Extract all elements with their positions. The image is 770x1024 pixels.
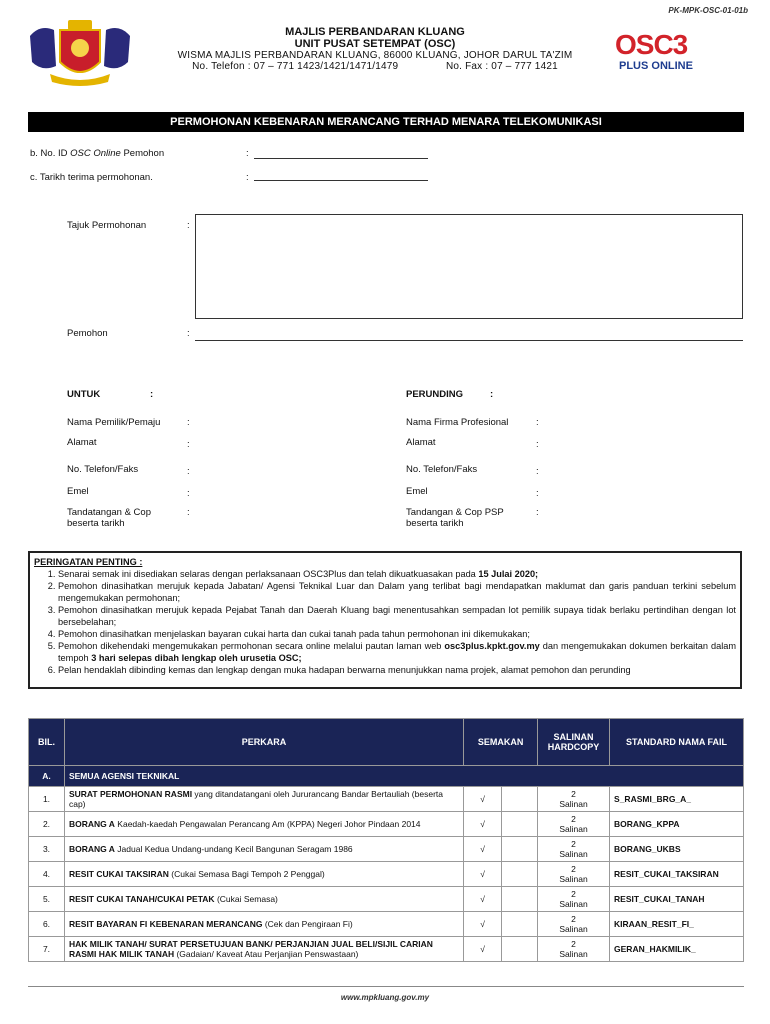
section-bil: A. — [29, 766, 65, 787]
osc-id-colon: : — [246, 148, 249, 159]
unit-name: UNIT PUSAT SETEMPAT (OSC) — [294, 38, 456, 50]
untuk-colon: : — [187, 507, 190, 518]
tajuk-colon: : — [187, 220, 190, 231]
row-perkara: RESIT BAYARAN FI KEBENARAN MERANCANG (Cek dan Pengiraan Fi) — [64, 912, 463, 937]
footer-divider — [28, 986, 744, 987]
header-semakan: SEMAKAN — [464, 719, 538, 766]
untuk-colon: : — [187, 488, 190, 499]
untuk-item: Nama Pemilik/Pemaju — [67, 417, 161, 428]
pemohon-colon: : — [187, 328, 190, 339]
header-perkara: PERKARA — [64, 719, 463, 766]
form-title: PERMOHONAN KEBENARAN MERANCANG TERHAD MENARA TELEKOMUNIKASI — [28, 112, 744, 132]
row-copies: 2 Salinan — [538, 937, 610, 962]
row-bil: 2. — [29, 812, 65, 837]
important-notes — [28, 551, 742, 689]
perunding-colon: : — [536, 417, 539, 428]
row-perkara: BORANG A Kaedah-kaedah Pengawalan Perancang Am (KPPA) Negeri Johor Pindaan 2014 — [64, 812, 463, 837]
pemohon-label: Pemohon — [67, 328, 108, 339]
receive-date-label: c. Tarikh terima permohonan. — [30, 172, 153, 183]
header-bil: BIL. — [29, 719, 65, 766]
row-check-box[interactable] — [502, 912, 538, 937]
perunding-item: Emel — [406, 486, 428, 497]
header-standard-nama-fail: STANDARD NAMA FAIL — [610, 719, 744, 766]
perunding-item: No. Telefon/Faks — [406, 464, 478, 475]
row-check-box[interactable] — [502, 862, 538, 887]
perunding-colon: : — [536, 439, 539, 450]
untuk-item: Alamat — [67, 437, 97, 448]
row-check-box[interactable] — [502, 887, 538, 912]
table-row — [29, 812, 744, 837]
row-file-name: BORANG_UKBS — [610, 837, 744, 862]
row-file-name: S_RASMI_BRG_A_ — [610, 787, 744, 812]
row-perkara: SURAT PERMOHONAN RASMI yang ditandatangani oleh Jururancang Bandar Bertauliah (beserta cap) — [64, 787, 463, 812]
notes-heading: PERINGATAN PENTING : — [34, 557, 143, 567]
osc3-logo-subtext: PLUS ONLINE — [619, 60, 693, 72]
untuk-item: No. Telefon/Faks — [67, 464, 139, 475]
row-check-mark: √ — [464, 887, 502, 912]
row-file-name: KIRAAN_RESIT_FI_ — [610, 912, 744, 937]
row-check-mark: √ — [464, 787, 502, 812]
table-header-row — [29, 719, 744, 766]
header-salinan: SALINAN HARDCOPY — [538, 719, 610, 766]
row-copies: 2 Salinan — [538, 912, 610, 937]
row-bil: 7. — [29, 937, 65, 962]
tajuk-label: Tajuk Permohonan — [67, 220, 147, 231]
table-row — [29, 837, 744, 862]
note-item: 5. Pemohon dikehendaki mengemukakan permohonan secara online melalui pautan laman web osc3plus.kpkt.gov.my dan mengemukakan dokumen berkaitan dalam tempoh 3 hari selepas dibah lengkap oleh urusetia OSC; — [58, 640, 736, 664]
row-copies: 2 Salinan — [538, 862, 610, 887]
untuk-item: Emel — [67, 486, 89, 497]
untuk-colon: : — [187, 466, 190, 477]
perunding-heading-colon: : — [490, 389, 494, 400]
perunding-item: Tandangan & Cop PSP beserta tarikh — [406, 507, 504, 529]
council-contact: No. Telefon : 07 – 771 1423/1421/1471/1479 No. Fax : 07 – 777 1421 — [192, 61, 558, 72]
osc3-logo-text: OSC3 — [615, 29, 688, 60]
row-file-name: GERAN_HAKMILIK_ — [610, 937, 744, 962]
osc3-logo — [615, 30, 725, 76]
council-address: WISMA MAJLIS PERBANDARAN KLUANG, 86000 KLUANG, JOHOR DARUL TA'ZIM — [177, 50, 573, 61]
note-item: 6. Pelan hendaklah dibinding kemas dan lengkap dengan muka hadapan berwarna menunjukkan nama projek, alamat pemohon dan perunding — [58, 664, 736, 676]
row-check-box[interactable] — [502, 812, 538, 837]
row-perkara: BORANG A Jadual Kedua Undang-undang Kecil Bangunan Seragam 1986 — [64, 837, 463, 862]
crest-logo — [20, 16, 140, 88]
table-row — [29, 937, 744, 962]
untuk-heading: UNTUK — [67, 389, 101, 400]
receive-date-input[interactable] — [254, 180, 428, 181]
note-item: 4. Pemohon dinasihatkan menjelaskan bayaran cukai harta dan cukai tanah pada tahun permohonan ini dikemukakan; — [58, 628, 736, 640]
section-label: SEMUA AGENSI TEKNIKAL — [64, 766, 743, 787]
row-copies: 2 Salinan — [538, 887, 610, 912]
row-copies: 2 Salinan — [538, 812, 610, 837]
row-check-box[interactable] — [502, 787, 538, 812]
perunding-heading: PERUNDING — [406, 389, 464, 400]
row-check-mark: √ — [464, 837, 502, 862]
council-name: MAJLIS PERBANDARAN KLUANG — [285, 26, 465, 38]
perunding-item: Nama Firma Profesional — [406, 417, 509, 428]
row-bil: 5. — [29, 887, 65, 912]
row-perkara: RESIT CUKAI TAKSIRAN (Cukai Semasa Bagi Tempoh 2 Penggal) — [64, 862, 463, 887]
untuk-colon: : — [187, 439, 190, 450]
note-item: 1. Senarai semak ini disediakan selaras dengan perlaksanaan OSC3Plus dan telah dikuatkuasakan pada 15 Julai 2020; — [58, 568, 736, 580]
row-perkara: HAK MILIK TANAH/ SURAT PERSETUJUAN BANK/ PERJANJIAN JUAL BELI/SIJIL CARIAN RASMI HAK MILIK TANAH (Gadaian/ Kaveat Atau Perjanjian Penswastaan) — [64, 937, 463, 962]
checklist-table — [28, 718, 744, 962]
note-item: 3. Pemohon dinasihatkan merujuk kepada Pejabat Tanah dan Daerah Kluang bagi menentusahkan sempadan lot pemilik supaya tidak berlaku pertindihan dengan lot bersebelahan; — [58, 604, 736, 628]
row-bil: 4. — [29, 862, 65, 887]
perunding-colon: : — [536, 507, 539, 518]
perunding-colon: : — [536, 488, 539, 499]
footer-url: www.mpkluang.gov.my — [340, 993, 430, 1002]
table-row — [29, 887, 744, 912]
row-check-box[interactable] — [502, 837, 538, 862]
row-check-box[interactable] — [502, 937, 538, 962]
untuk-colon: : — [187, 417, 190, 428]
row-check-mark: √ — [464, 937, 502, 962]
receive-date-colon: : — [246, 172, 249, 183]
osc-id-input[interactable] — [254, 158, 428, 159]
row-bil: 6. — [29, 912, 65, 937]
tajuk-input-box[interactable] — [195, 214, 743, 319]
perunding-item: Alamat — [406, 437, 436, 448]
table-row — [29, 912, 744, 937]
row-check-mark: √ — [464, 912, 502, 937]
table-row — [29, 862, 744, 887]
row-bil: 1. — [29, 787, 65, 812]
row-file-name: RESIT_CUKAI_TANAH — [610, 887, 744, 912]
row-check-mark: √ — [464, 862, 502, 887]
row-file-name: BORANG_KPPA — [610, 812, 744, 837]
untuk-item: Tandatangan & Cop beserta tarikh — [67, 507, 151, 529]
perunding-colon: : — [536, 466, 539, 477]
document-code: PK-MPK-OSC-01-01b — [668, 6, 748, 15]
row-bil: 3. — [29, 837, 65, 862]
row-copies: 2 Salinan — [538, 787, 610, 812]
osc-id-label: b. No. ID OSC Online Pemohon — [30, 148, 165, 159]
row-check-mark: √ — [464, 812, 502, 837]
row-perkara: RESIT CUKAI TANAH/CUKAI PETAK (Cukai Semasa) — [64, 887, 463, 912]
row-copies: 2 Salinan — [538, 837, 610, 862]
section-row — [29, 766, 744, 787]
row-file-name: RESIT_CUKAI_TAKSIRAN — [610, 862, 744, 887]
note-item: 2. Pemohon dinasihatkan merujuk kepada Jabatan/ Agensi Teknikal Luar dan Dalam yang terlibat bagi mendapatkan maklumat dan garis panduan terkini sebelum mengemukakan permohonan; — [58, 580, 736, 604]
untuk-heading-colon: : — [150, 389, 154, 400]
table-row — [29, 787, 744, 812]
pemohon-input[interactable] — [195, 340, 743, 341]
